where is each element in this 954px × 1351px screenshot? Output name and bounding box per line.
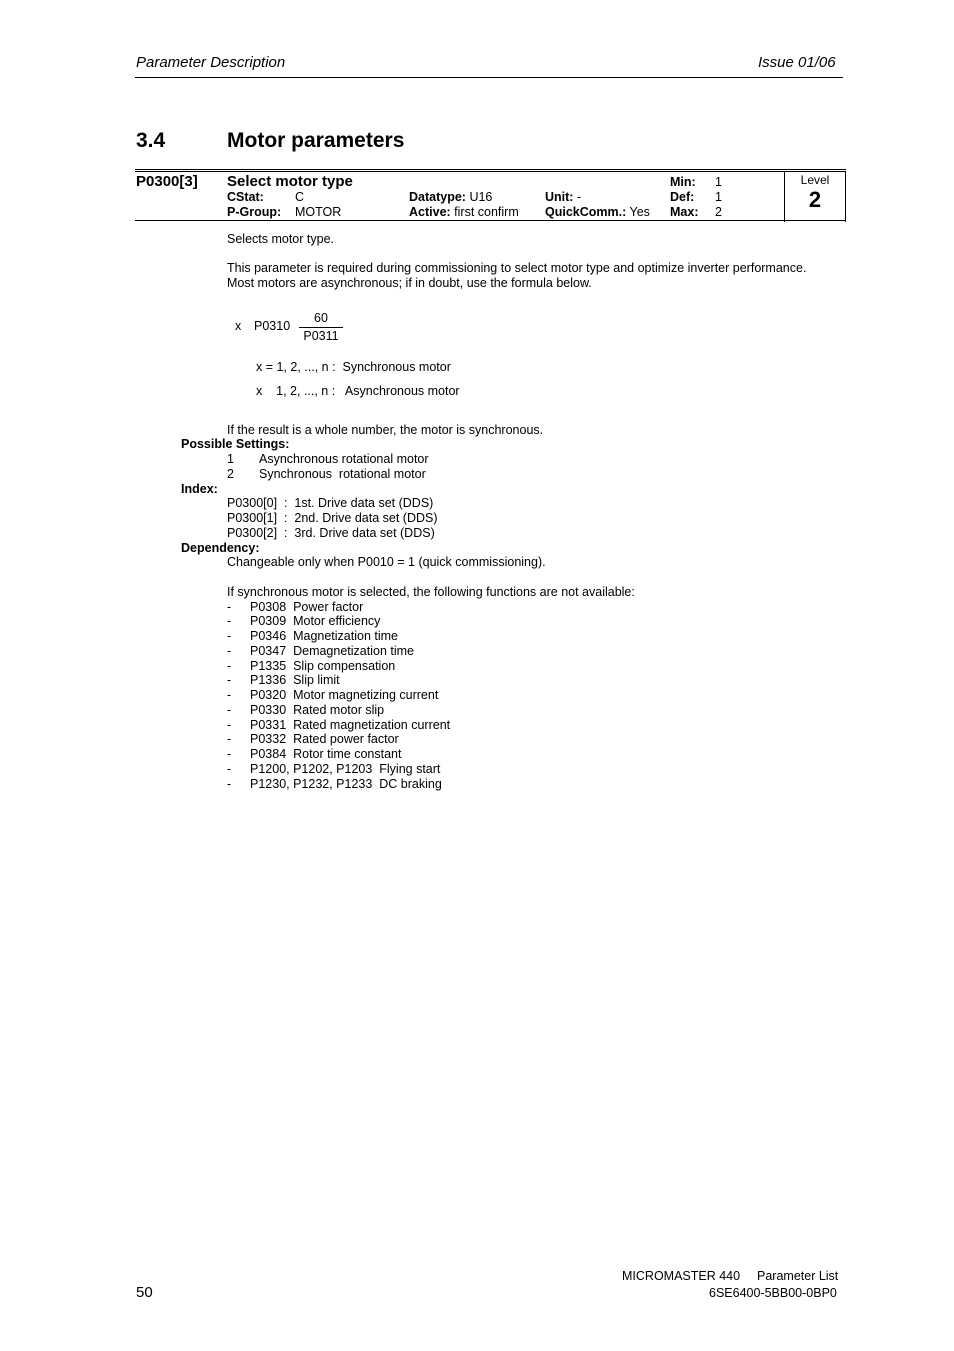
unit — [545, 190, 581, 204]
list-bullet: - — [227, 732, 232, 746]
list-bullet: - — [227, 659, 232, 673]
list-bullet: - — [227, 600, 232, 614]
list-bullet: - — [227, 688, 232, 702]
list-bullet: - — [227, 718, 232, 732]
list-bullet: - — [227, 762, 232, 776]
list-item: P0309 Motor efficiency — [250, 614, 381, 628]
header-right: Issue 01/06 — [758, 54, 836, 71]
dependency-text-1: Changeable only when P0010 = 1 (quick commissioning). — [227, 555, 546, 569]
active-label: Active: — [409, 205, 451, 219]
list-item: P1335 Slip compensation — [250, 659, 396, 673]
list-item: P0331 Rated magnetization current — [250, 718, 451, 732]
setting-text: Synchronous rotational motor — [259, 467, 426, 481]
cstat-value: C — [295, 190, 305, 204]
list-bullet: - — [227, 629, 232, 643]
fraction-bar — [299, 327, 343, 328]
index-label: Index: — [181, 482, 218, 496]
min-value: 1 — [715, 175, 722, 189]
list-bullet: - — [227, 747, 232, 761]
list-item: P0346 Magnetization time — [250, 629, 399, 643]
header-left: Parameter Description — [136, 54, 286, 71]
list-bullet: - — [227, 614, 232, 628]
formula-variable: P0310 — [254, 319, 291, 333]
pgroup-value: MOTOR — [295, 205, 342, 219]
unit-label: Unit: — [545, 190, 574, 204]
dependency-text-2: If synchronous motor is selected, the following functions are not available: — [227, 585, 635, 599]
def-label: Def: — [670, 190, 695, 204]
quickcomm-value: Yes — [629, 205, 650, 219]
condition-asynchronous: x 1, 2, ..., n : Asynchronous motor — [256, 384, 460, 398]
footer-doc-type: Parameter List — [757, 1269, 839, 1283]
list-item: P1200, P1202, P1203 Flying start — [250, 762, 441, 776]
list-bullet: - — [227, 703, 232, 717]
footer-product: MICROMASTER 440 — [622, 1269, 741, 1283]
pgroup-label: P-Group: — [227, 205, 282, 219]
cstat-label: CStat: — [227, 190, 264, 204]
list-bullet: - — [227, 644, 232, 658]
list-item: P0332 Rated power factor — [250, 732, 399, 746]
quickcomm-label: QuickComm.: — [545, 205, 627, 219]
min-label: Min: — [670, 175, 696, 189]
list-item: P0320 Motor magnetizing current — [250, 688, 439, 702]
datatype-label: Datatype: — [409, 190, 466, 204]
footer-order-number: 6SE6400-5BB00-0BP0 — [709, 1286, 837, 1300]
header-rule — [135, 77, 843, 78]
formula-denominator: P0311 — [303, 329, 339, 343]
setting-text: Asynchronous rotational motor — [259, 452, 429, 466]
list-bullet: - — [227, 777, 232, 791]
quickcomm — [545, 205, 650, 219]
section-number: 3.4 — [136, 129, 166, 152]
parameter-id: P0300[3] — [136, 173, 198, 190]
setting-value: 2 — [227, 467, 234, 481]
list-item: P1230, P1232, P1233 DC braking — [250, 777, 442, 791]
setting-value: 1 — [227, 452, 234, 466]
dependency-label: Dependency: — [181, 541, 260, 555]
condition-synchronous: x = 1, 2, ..., n : Synchronous motor — [256, 360, 451, 374]
list-item: P0330 Rated motor slip — [250, 703, 385, 717]
datatype-value: U16 — [469, 190, 493, 204]
parameter-name: Select motor type — [227, 173, 353, 190]
level-label: Level — [800, 173, 830, 187]
result-text: If the result is a whole number, the motor is synchronous. — [227, 423, 544, 437]
formula-prefix: x — [235, 319, 242, 333]
intro-text: Selects motor type. — [227, 232, 334, 246]
formula-numerator: 60 — [314, 311, 328, 325]
list-item: P0347 Demagnetization time — [250, 644, 414, 658]
list-item: P0384 Rotor time constant — [250, 747, 402, 761]
unit-value: - — [576, 190, 582, 204]
index-item: P0300[2] : 3rd. Drive data set (DDS) — [227, 526, 435, 540]
section-title: Motor parameters — [227, 129, 405, 152]
level-value: 2 — [808, 187, 822, 212]
page-number: 50 — [136, 1284, 153, 1301]
max-label: Max: — [670, 205, 699, 219]
possible-settings-label: Possible Settings: — [181, 437, 290, 451]
description-line-1: This parameter is required during commissioning to select motor type and optimize inverter performance. — [227, 261, 807, 275]
index-item: P0300[0] : 1st. Drive data set (DDS) — [227, 496, 434, 510]
list-bullet: - — [227, 673, 232, 687]
index-item: P0300[1] : 2nd. Drive data set (DDS) — [227, 511, 438, 525]
description-line-2: Most motors are asynchronous; if in doubt, use the formula below. — [227, 276, 592, 290]
list-item: P0308 Power factor — [250, 600, 364, 614]
max-value: 2 — [715, 205, 722, 219]
datatype — [409, 190, 492, 204]
active — [409, 205, 519, 219]
def-value: 1 — [715, 190, 722, 204]
active-value: first confirm — [454, 205, 519, 219]
list-item: P1336 Slip limit — [250, 673, 340, 687]
